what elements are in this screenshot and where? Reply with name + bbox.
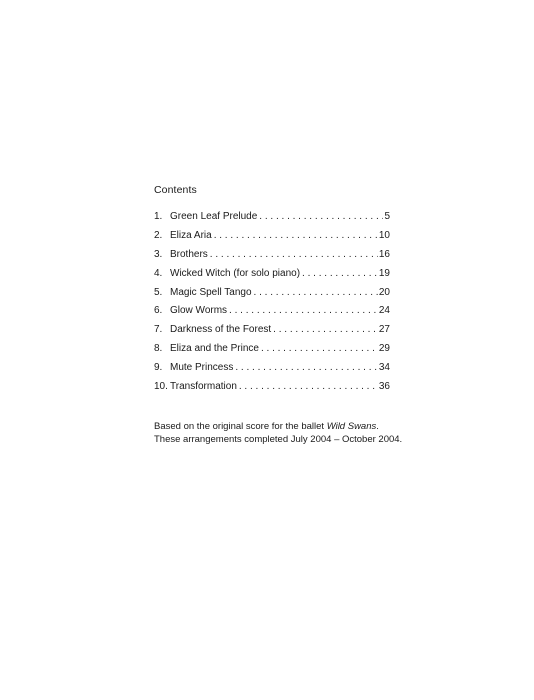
- toc-entry-number: 6.: [154, 305, 163, 317]
- toc-entry: [154, 268, 390, 287]
- toc-entry-title: Eliza and the Prince: [170, 343, 259, 355]
- toc-entry-title: Glow Worms: [170, 305, 228, 317]
- toc-entry: [154, 381, 390, 400]
- score-note-line-2: These arrangements completed July 2004 – October 2004.: [154, 433, 403, 445]
- toc-entry-number: 7.: [154, 324, 163, 336]
- toc-entry-page: 19: [378, 267, 390, 279]
- toc-entry: [154, 324, 390, 343]
- toc-dot-leader: [235, 362, 378, 374]
- toc-entry: [154, 249, 390, 268]
- ballet-title: Wild Swans: [326, 421, 377, 432]
- toc-entry: [154, 343, 390, 362]
- toc-entry: [154, 211, 390, 230]
- toc-entry-number: 8.: [154, 343, 163, 355]
- toc-entry-number: 4.: [154, 267, 163, 279]
- toc-entry-title: Mute Princess: [170, 362, 234, 374]
- toc-dot-leader: [229, 305, 378, 317]
- toc-entry-number: 10.: [154, 381, 168, 393]
- toc-dot-leader: [210, 249, 378, 261]
- toc-entry-page: 34: [378, 362, 390, 374]
- toc-dot-leader: [261, 343, 378, 355]
- toc-entry-number: 5.: [154, 286, 163, 298]
- toc-dot-leader: [214, 230, 378, 242]
- toc-entry-page: 29: [378, 343, 390, 355]
- toc-dot-leader: [302, 268, 378, 280]
- toc-entry: [154, 362, 390, 381]
- toc-entry-page: 20: [378, 286, 390, 298]
- score-note-prefix: Based on the original score for the ballet: [154, 421, 327, 432]
- toc-dot-leader: [273, 324, 378, 336]
- toc-entry-number: 3.: [154, 248, 163, 260]
- toc-entry-title: Darkness of the Forest: [170, 324, 272, 336]
- toc-entry-title: Transformation: [170, 381, 237, 393]
- toc-entry-title: Eliza Aria: [170, 229, 212, 241]
- contents-heading: Contents: [154, 184, 197, 196]
- toc-entry-page: 27: [378, 324, 390, 336]
- toc-entry-title: Brothers: [170, 248, 208, 260]
- score-note: [154, 421, 402, 446]
- toc-entry-number: 1.: [154, 211, 163, 222]
- score-note-line-1: [154, 421, 402, 434]
- toc-entry-title: Wicked Witch (for solo piano): [170, 267, 301, 279]
- table-of-contents: [154, 211, 390, 400]
- toc-dot-leader: [254, 287, 378, 299]
- toc-entry: [154, 230, 390, 249]
- toc-entry: [154, 305, 390, 324]
- toc-dot-leader: [259, 211, 383, 223]
- toc-dot-leader: [239, 381, 378, 393]
- toc-entry-page: 5: [384, 211, 390, 222]
- toc-entry-page: 10: [378, 229, 390, 241]
- toc-entry-page: 36: [378, 381, 390, 393]
- toc-entry-title: Green Leaf Prelude: [170, 211, 258, 222]
- toc-entry-number: 9.: [154, 362, 163, 374]
- score-note-suffix: .: [376, 421, 379, 432]
- toc-entry-title: Magic Spell Tango: [170, 286, 252, 298]
- toc-entry-page: 24: [378, 305, 390, 317]
- toc-entry-page: 16: [378, 248, 390, 260]
- toc-entry-number: 2.: [154, 229, 163, 241]
- toc-entry: [154, 287, 390, 306]
